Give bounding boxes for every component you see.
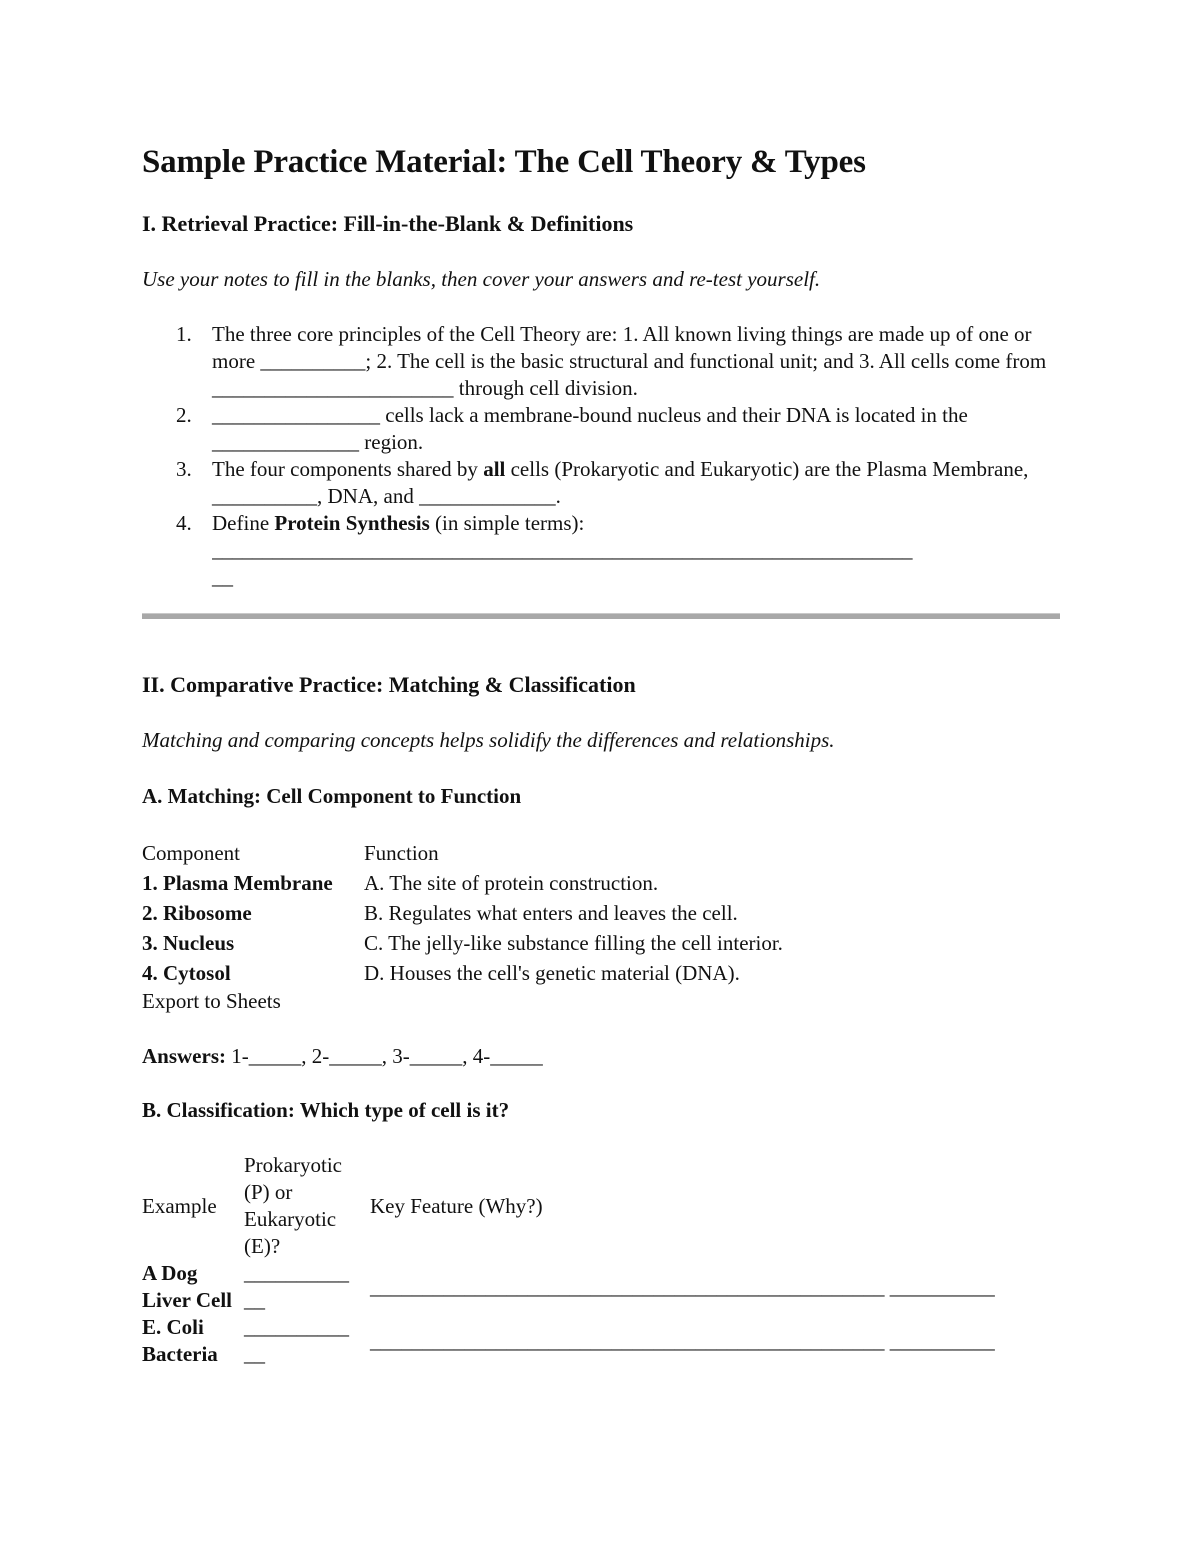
- list-item: [142, 456, 1060, 510]
- answer-line: ______________________________________________________________________: [212, 538, 912, 562]
- component-cell: 1. Plasma Membrane: [142, 871, 333, 895]
- part-b-heading: B. Classification: Which type of cell is it?: [142, 1098, 510, 1122]
- example-cell: E. Coli Bacteria: [142, 1315, 218, 1366]
- function-cell: A. The site of protein construction.: [364, 871, 659, 895]
- table-header-row: [142, 838, 783, 868]
- list-item-number: 4.: [176, 511, 192, 535]
- table-row: [142, 958, 783, 988]
- function-cell: C. The jelly-like substance filling the cell interior.: [364, 931, 783, 955]
- list-item-text-pre: Define: [212, 511, 275, 535]
- answers-blanks: 1-_____, 2-_____, 3-_____, 4-_____: [226, 1044, 543, 1068]
- type-answer-cell: __________ __: [244, 1315, 349, 1366]
- section-1-heading: I. Retrieval Practice: Fill-in-the-Blank & Definitions: [142, 211, 634, 236]
- list-item-text: ________________ cells lack a membrane-bound nucleus and their DNA is located in the ______________ region.: [212, 403, 968, 454]
- column-header-feature: Key Feature (Why?): [370, 1193, 543, 1218]
- function-cell: D. Houses the cell's genetic material (DNA).: [364, 961, 740, 985]
- component-cell: 2. Ribosome: [142, 901, 252, 925]
- list-item: [142, 321, 1060, 402]
- component-cell: 4. Cytosol: [142, 961, 231, 985]
- answers-line: [142, 1043, 1060, 1070]
- column-header-type: Prokaryotic (P) or Eukaryotic (E)?: [244, 1153, 342, 1258]
- document-page: [142, 140, 1060, 1368]
- table-row: [142, 1260, 1060, 1314]
- list-item-text-post: cells (Prokaryotic and Eukaryotic) are the Plasma Membrane, __________, DNA, and _____________.: [212, 457, 1029, 508]
- list-item-number: 3.: [176, 457, 192, 481]
- example-cell: A Dog Liver Cell: [142, 1261, 233, 1312]
- column-header-function: Function: [364, 841, 439, 865]
- column-header-example: Example: [142, 1193, 217, 1218]
- list-item-text-post: (in simple terms):: [429, 511, 585, 535]
- section-2-instruction: Matching and comparing concepts helps solidify the differences and relationships.: [142, 728, 835, 752]
- fill-in-blank-list: [142, 321, 1060, 591]
- list-item: [142, 510, 1060, 591]
- type-answer-cell: __________ __: [244, 1261, 349, 1312]
- list-item-text-pre: The four components shared by: [212, 457, 484, 481]
- answers-label: Answers:: [142, 1044, 226, 1068]
- part-a-heading: A. Matching: Cell Component to Function: [142, 784, 522, 808]
- horizontal-rule: [142, 613, 1060, 619]
- table-row: [142, 928, 783, 958]
- table-header-row: [142, 1152, 1060, 1260]
- list-item-text: The three core principles of the Cell Theory are: 1. All known living things are made up of one or more __________; 2. The cell is the basic structural and functional unit; and 3. All cells come from _______________________ through cell division.: [212, 322, 1047, 400]
- table-row: [142, 898, 783, 928]
- list-item: [142, 402, 1060, 456]
- list-item-number: 1.: [176, 322, 192, 346]
- feature-answer-cell: _________________________________________________ __________: [370, 1328, 995, 1353]
- section-1-instruction: Use your notes to fill in the blanks, then cover your answers and re-test yourself.: [142, 267, 821, 291]
- component-cell: 3. Nucleus: [142, 931, 235, 955]
- export-to-sheets-link[interactable]: Export to Sheets: [142, 989, 281, 1013]
- table-row: [142, 1314, 1060, 1368]
- matching-table: [142, 838, 783, 988]
- list-item-bold: Protein Synthesis: [274, 511, 430, 535]
- list-item-number: 2.: [176, 403, 192, 427]
- list-item-bold: all: [483, 457, 506, 481]
- section-2-heading: II. Comparative Practice: Matching & Classification: [142, 672, 636, 697]
- table-row: [142, 868, 783, 898]
- feature-answer-cell: _________________________________________________ __________: [370, 1274, 995, 1299]
- column-header-component: Component: [142, 841, 240, 865]
- function-cell: B. Regulates what enters and leaves the cell.: [364, 901, 738, 925]
- answer-line-continued: __: [212, 565, 233, 589]
- document-title: Sample Practice Material: The Cell Theory & Types: [142, 144, 866, 180]
- classification-table: [142, 1152, 1060, 1368]
